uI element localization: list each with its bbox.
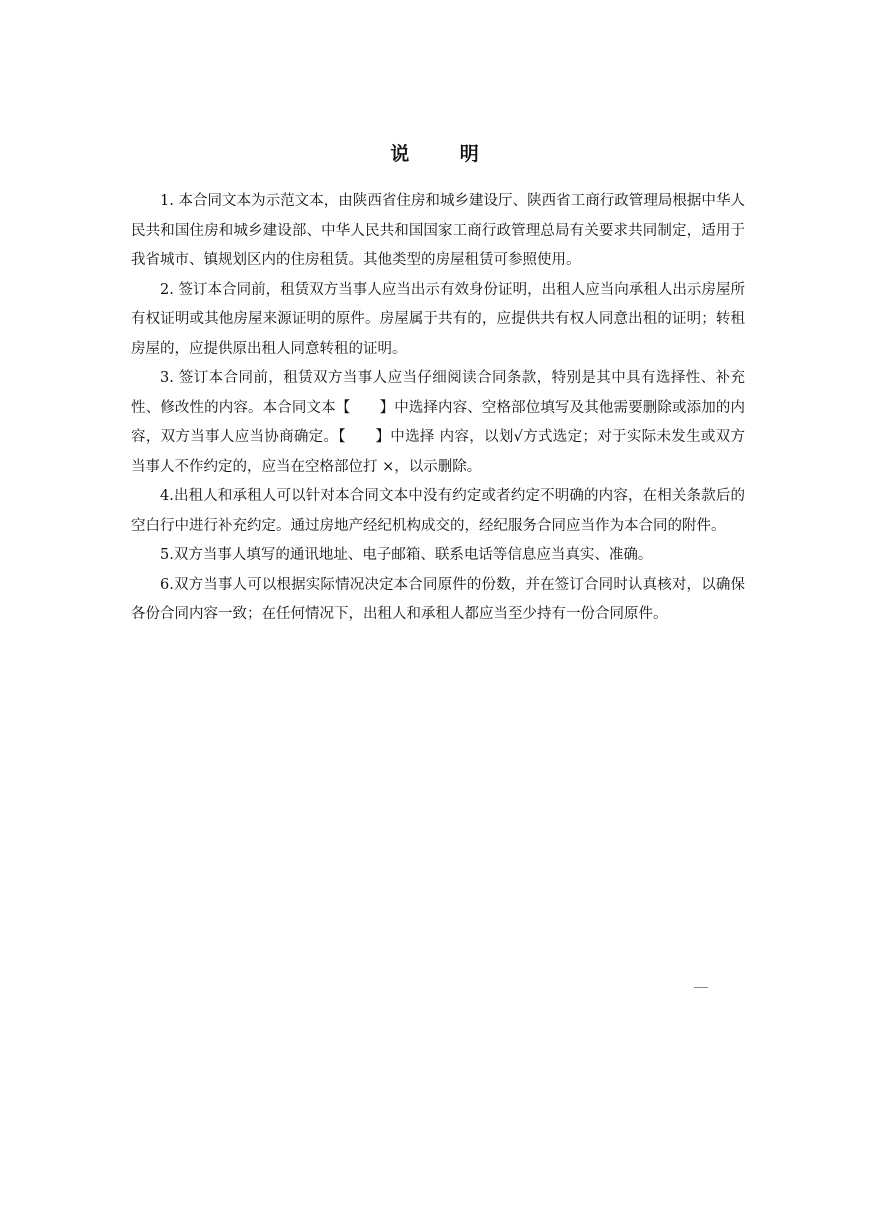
paragraph-2: 2. 签订本合同前，租赁双方当事人应当出示有效身份证明，出租人应当向承租人出示房屋所有权证明或其他房屋来源证明的原件。房屋属于共有的，应提供共有权人同意出租的证明；转租房屋的，应提供原出租人同意转租的证明。 bbox=[131, 281, 745, 357]
paragraph-6: 6.双方当事人可以根据实际情况决定本合同原件的份数，并在签订合同时认真核对，以确保各份合同内容一致；在任何情况下，出租人和承租人都应当至少持有一份合同原件。 bbox=[131, 576, 745, 622]
paragraph-3: 3. 签订本合同前，租赁双方当事人应当仔细阅读合同条款，特别是其中具有选择性、补充性、修改性的内容。本合同文本【 】中选择内容、空格部位填写及其他需要删除或添加的内容，双方当事人应当协商确定。【 】中选择 内容，以划√方式选定；对于实际未发生或双方当事人不作约定的，应当在空格部位打 ×，以示删除。 bbox=[131, 370, 745, 475]
paragraph-5: 5.双方当事人填写的通讯地址、电子邮箱、联系电话等信息应当真实、准确。 bbox=[160, 547, 653, 563]
instructions-body bbox=[131, 187, 745, 630]
paragraph-4: 4.出租人和承租人可以针对本合同文本中没有约定或者约定不明确的内容，在相关条款后的空白行中进行补充约定。通过房地产经纪机构成交的，经纪服务合同应当作为本合同的附件。 bbox=[131, 488, 745, 534]
page-footer-dash bbox=[694, 987, 708, 988]
paragraph-1: 1. 本合同文本为示范文本，由陕西省住房和城乡建设厅、陕西省工商行政管理局根据中华人民共和国住房和城乡建设部、中华人民共和国国家工商行政管理总局有关要求共同制定，适用于我省城市、镇规划区内的住房租赁。其他类型的房屋租赁可参照使用。 bbox=[131, 193, 745, 268]
page-title: 说 明 bbox=[390, 143, 501, 165]
